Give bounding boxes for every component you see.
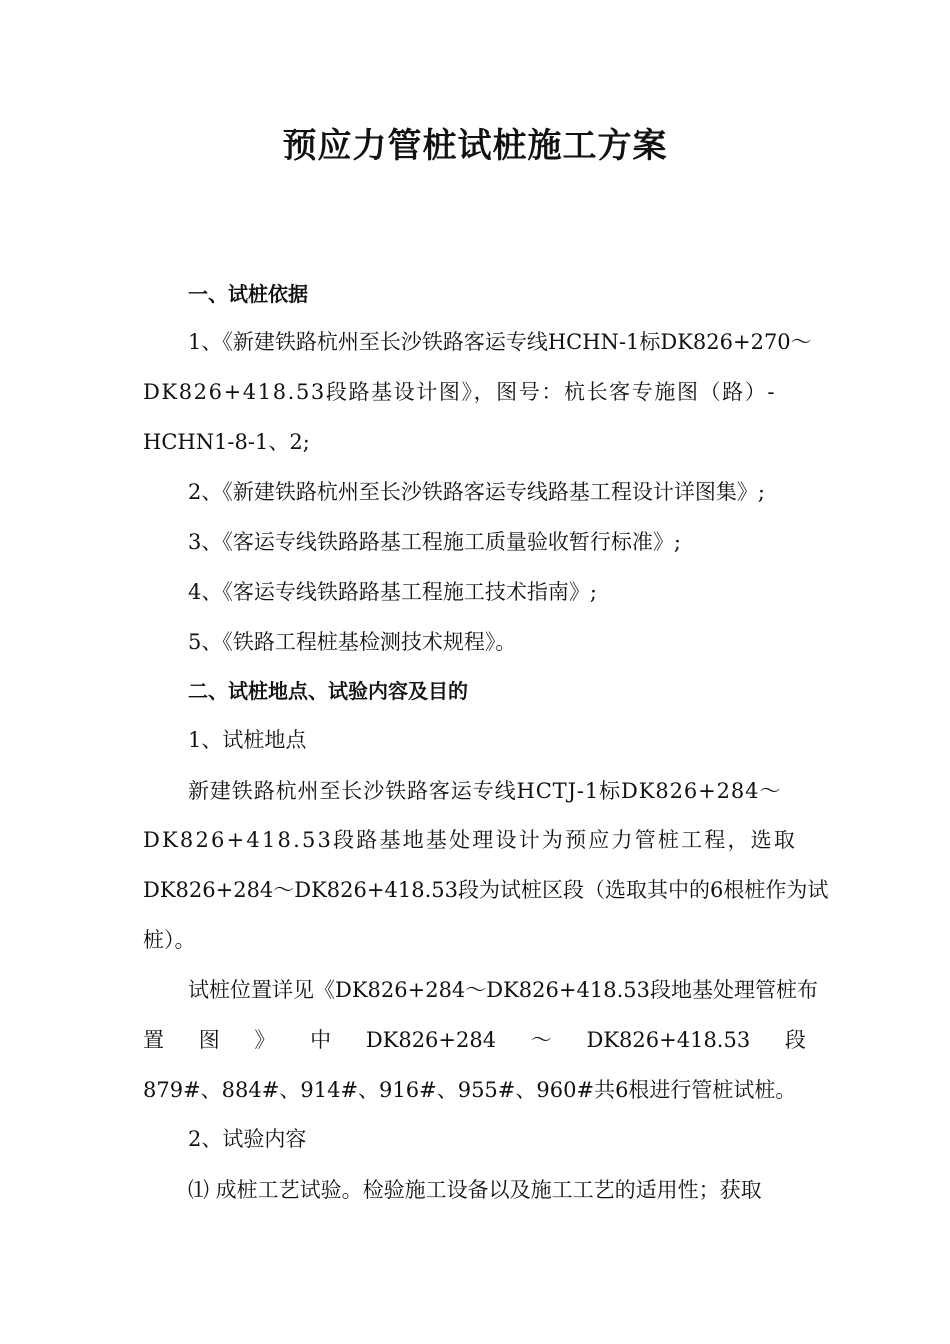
section-heading-location-content: 二、试桩地点、试验内容及目的 (188, 679, 468, 703)
location-paragraph-2-line-3: 879#、884#、914#、916#、955#、960#共6根进行管桩试桩。 (143, 1078, 797, 1102)
basis-item-4: 4、《客运专线铁路路基工程施工技术指南》; (188, 580, 597, 604)
basis-item-5: 5、《铁路工程桩基检测技术规程》。 (188, 630, 517, 654)
word: DK826+418.53 (586, 1028, 751, 1052)
word: DK826+284 (365, 1028, 497, 1052)
section-heading-basis: 一、试桩依据 (188, 282, 308, 306)
document-title: 预应力管桩试桩施工方案 (282, 126, 668, 166)
basis-item-2: 2、《新建铁路杭州至长沙铁路客运专线路基工程设计详图集》; (188, 480, 765, 504)
subheading-test-content: 2、试验内容 (188, 1127, 307, 1151)
location-paragraph-1-line-2: DK826+418.53段路基地基处理设计为预应力管桩工程，选取 (143, 828, 798, 852)
word: ～ (530, 1028, 552, 1052)
location-paragraph-1-line-4: 桩）。 (143, 928, 196, 952)
subheading-location: 1、试桩地点 (188, 728, 307, 752)
location-paragraph-2-line-2 (143, 1025, 806, 1055)
location-paragraph-1-line-1: 新建铁路杭州至长沙铁路客运专线HCTJ-1标DK826+284～ (188, 779, 782, 803)
word: 》 (254, 1028, 276, 1052)
basis-item-1-line-2: DK826+418.53段路基设计图》，图号：杭长客专施图（路）- (143, 380, 777, 404)
basis-item-1-line-3: HCHN1-8-1、2; (143, 430, 310, 454)
basis-item-3: 3、《客运专线铁路路基工程施工质量验收暂行标准》; (188, 530, 681, 554)
location-paragraph-1-line-3: DK826+284～DK826+418.53段为试桩区段（选取其中的6根桩作为试 (143, 878, 829, 902)
word: 图 (198, 1028, 220, 1052)
word: 中 (310, 1028, 332, 1052)
content-item-1-line-1: ⑴ 成桩工艺试验。检验施工设备以及施工工艺的适用性；获取 (188, 1178, 762, 1202)
word: 段 (784, 1028, 806, 1052)
basis-item-1-line-1: 1、《新建铁路杭州至长沙铁路客运专线HCHN-1标DK826+270～ (188, 330, 812, 354)
word: 置 (143, 1028, 164, 1052)
location-paragraph-2-line-1: 试桩位置详见《DK826+284～DK826+418.53段地基处理管桩布 (188, 978, 818, 1002)
